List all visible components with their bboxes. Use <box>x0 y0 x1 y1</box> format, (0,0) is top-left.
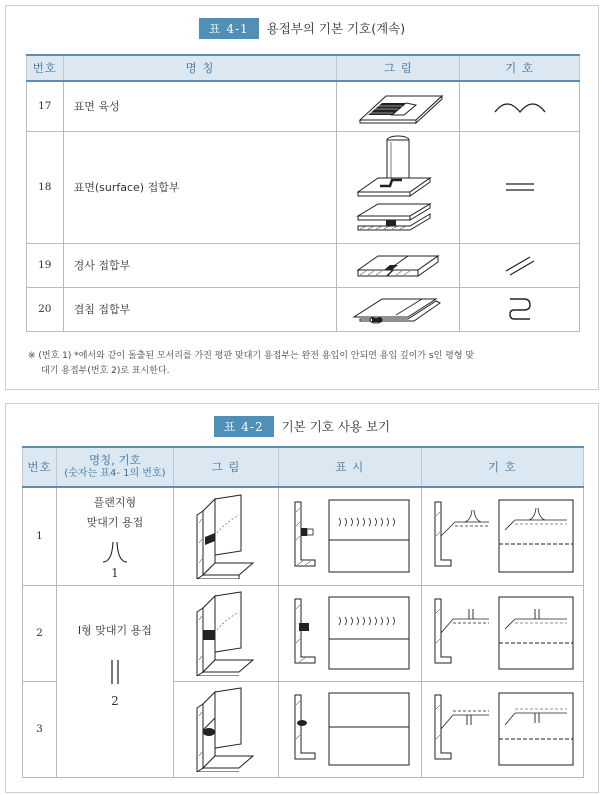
flange-butt-symbol <box>95 538 135 566</box>
figure-flange-butt <box>173 487 278 585</box>
symbol-square-butt <box>421 585 584 681</box>
row-name: 겹침 접합부 <box>63 287 337 331</box>
row-number: 19 <box>27 243 64 287</box>
header-display: 표 시 <box>279 447 421 487</box>
symbol-flange-butt <box>421 487 584 585</box>
table-row <box>27 81 580 131</box>
caption-text: 용접부의 기본 기호(계속) <box>266 21 406 36</box>
row-number: 3 <box>23 681 57 777</box>
row-name-cell <box>56 585 173 777</box>
square-butt-symbol <box>100 658 130 688</box>
header-name-line: 명칭, 기호 <box>89 453 141 467</box>
caption-text: 기본 기호 사용 보기 <box>281 419 391 434</box>
table-row <box>23 487 584 585</box>
row-name: 표면(surface) 접합부 <box>63 131 337 243</box>
table-4-2 <box>22 446 584 778</box>
table-row <box>27 131 580 243</box>
row-number: 2 <box>23 585 57 681</box>
caption-label: 표 4-2 <box>214 416 274 437</box>
symbol-surfacing <box>460 81 580 131</box>
header-symbol: 기 호 <box>421 447 584 487</box>
header-figure: 그 림 <box>337 55 460 81</box>
symbol-surface-joint <box>460 131 580 243</box>
row-name: 표면 육성 <box>63 81 337 131</box>
figure-surface-joint <box>337 131 460 243</box>
table-row <box>27 287 580 331</box>
table-4-2-panel <box>5 403 599 793</box>
row-name-line: 플랜지형 <box>93 496 137 509</box>
figure-lap-joint <box>337 287 460 331</box>
display-square-butt-2 <box>279 681 421 777</box>
caption-label: 표 4-1 <box>199 18 259 39</box>
row-name-cell <box>56 487 173 585</box>
display-flange-butt <box>279 487 421 585</box>
table-4-1-panel <box>5 5 599 390</box>
row-name-line: 맞대기 용접 <box>86 516 144 529</box>
row-number: 20 <box>27 287 64 331</box>
row-number: 1 <box>23 487 57 585</box>
table-4-2-caption <box>6 416 598 437</box>
row-ref-number: 2 <box>111 693 119 708</box>
symbol-square-butt-2 <box>421 681 584 777</box>
footnote-line: 대기 용접부(번호 2)로 표시한다. <box>41 366 170 376</box>
table-4-1 <box>26 54 580 332</box>
footnote <box>28 349 583 379</box>
header-symbol: 기 호 <box>460 55 580 81</box>
figure-surfacing <box>337 81 460 131</box>
row-number: 18 <box>27 131 64 243</box>
header-name: 명 칭 <box>63 55 337 81</box>
table-4-1-caption <box>6 18 598 39</box>
figure-inclined-joint <box>337 243 460 287</box>
row-name: 경사 접합부 <box>63 243 337 287</box>
symbol-lap-joint <box>460 287 580 331</box>
header-name-symbol <box>56 447 173 487</box>
display-square-butt <box>279 585 421 681</box>
table-row <box>23 585 584 681</box>
header-name-line: (숫자는 표4- 1의 번호) <box>64 468 166 479</box>
header-number: 번호 <box>23 447 57 487</box>
figure-square-butt-2 <box>173 681 278 777</box>
figure-square-butt <box>173 585 278 681</box>
header-figure: 그 림 <box>173 447 278 487</box>
symbol-inclined-joint <box>460 243 580 287</box>
header-number: 번호 <box>27 55 64 81</box>
footnote-line: ※ (번호 1) *에서와 같이 돌출된 모서리를 가진 평판 맞대기 용접부는 완전 용입이 안되면 용입 깊이가 s인 평형 맞 <box>28 351 475 361</box>
table-row <box>27 243 580 287</box>
row-name-line: I형 맞대기 용접 <box>77 623 152 637</box>
row-ref-number: 1 <box>111 566 119 580</box>
row-number: 17 <box>27 81 64 131</box>
